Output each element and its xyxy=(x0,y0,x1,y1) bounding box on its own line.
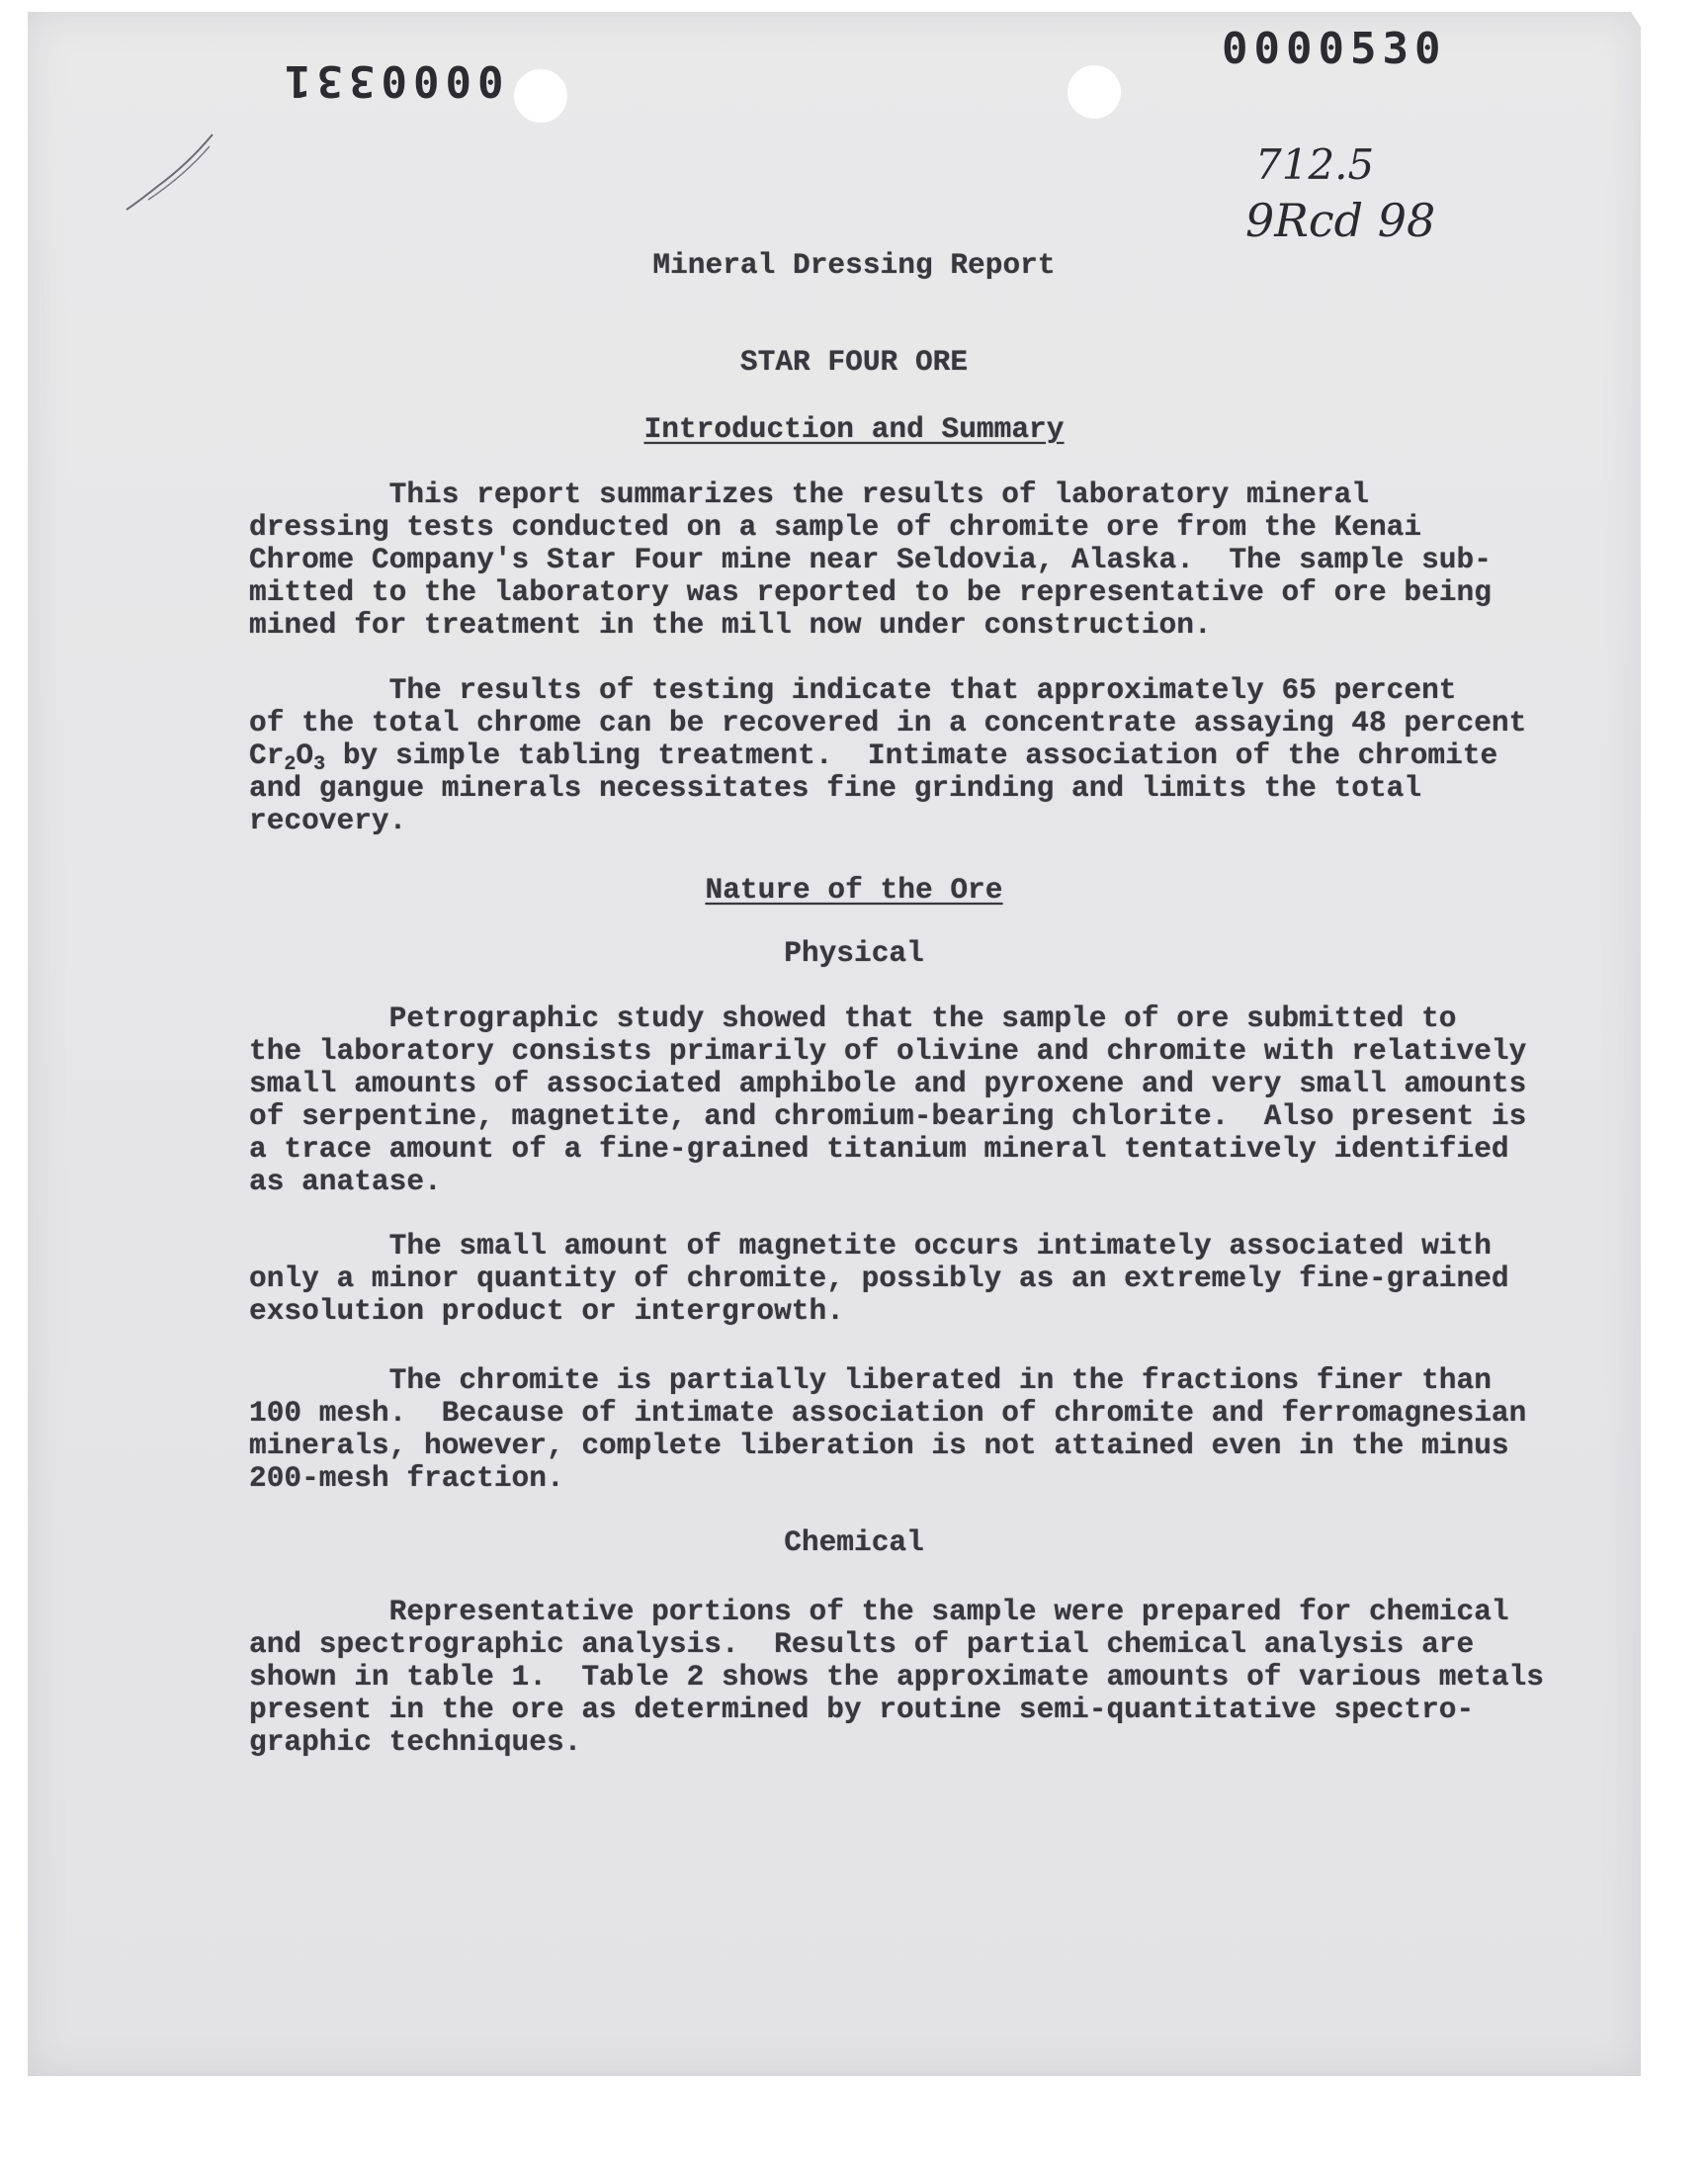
intro-paragraph-2: The results of testing indicate that approximately 65 percent of the total chrome can be recovered in a concentrate assaying 48 percent $Cr_2O_3$ by simple tabling treatment. Intimate association of the chromite and gangue minerals necessitates fine grinding and limits the total recovery. xyxy=(249,673,1527,837)
document-subtitle: STAR FOUR ORE xyxy=(739,345,969,379)
page-stamp-left: 0000331 xyxy=(279,55,504,106)
chemical-paragraph-1: Representative portions of the sample were prepared for chemical and spectrographic analysis. Results of partial chemical analysis are shown in table 1. Table 2 shows the approximate amounts of various metals present in the ore as determined by routine semi-quantitative spectro- graphic techniques. xyxy=(249,1595,1545,1759)
physical-paragraph-1: Petrographic study showed that the sample of ore submitted to the laboratory consists primarily of olivine and chromite with relatively small amounts of associated amphibole and pyroxene and very small amounts of serpentine, magnetite, and chromium-bearing chlorite. Also present is a trace amount of a fine-grained titanium mineral tentatively identified as anatase. xyxy=(249,1001,1527,1198)
document-title: Mineral Dressing Report xyxy=(652,248,1056,282)
section-heading-introduction: Introduction and Summary xyxy=(643,412,1065,446)
handwritten-note-file-number: 712.5 xyxy=(1255,140,1375,189)
punch-hole-left xyxy=(514,69,567,123)
punch-hole-right xyxy=(1068,65,1121,119)
handwritten-note-received: 9Rcd 98 xyxy=(1245,194,1436,247)
section-heading-nature-of-ore: Nature of the Ore xyxy=(705,873,1003,907)
intro-paragraph-1: This report summarizes the results of laboratory mineral dressing tests conducted on a sample of chromite ore from the Kenai Chrome Company's Star Four mine near Seldovia, Alaska. The sample sub- mitted to the laboratory was reported to be representative of ore being mined for treatment in the mill now under construction. xyxy=(249,478,1492,642)
subsection-heading-chemical: Chemical xyxy=(784,1525,924,1559)
pen-mark xyxy=(119,125,227,223)
page-stamp-right: 0000530 xyxy=(1222,24,1447,74)
subsection-heading-physical: Physical xyxy=(784,936,924,970)
physical-paragraph-3: The chromite is partially liberated in the fractions finer than 100 mesh. Because of intimate association of chromite and ferromagnesian minerals, however, complete liberation is not attained even in the minus 200-mesh fraction. xyxy=(249,1363,1527,1495)
physical-paragraph-2: The small amount of magnetite occurs intimately associated with only a minor quantity of chromite, possibly as an extremely fine-grained exsolution product or intergrowth. xyxy=(249,1229,1509,1328)
